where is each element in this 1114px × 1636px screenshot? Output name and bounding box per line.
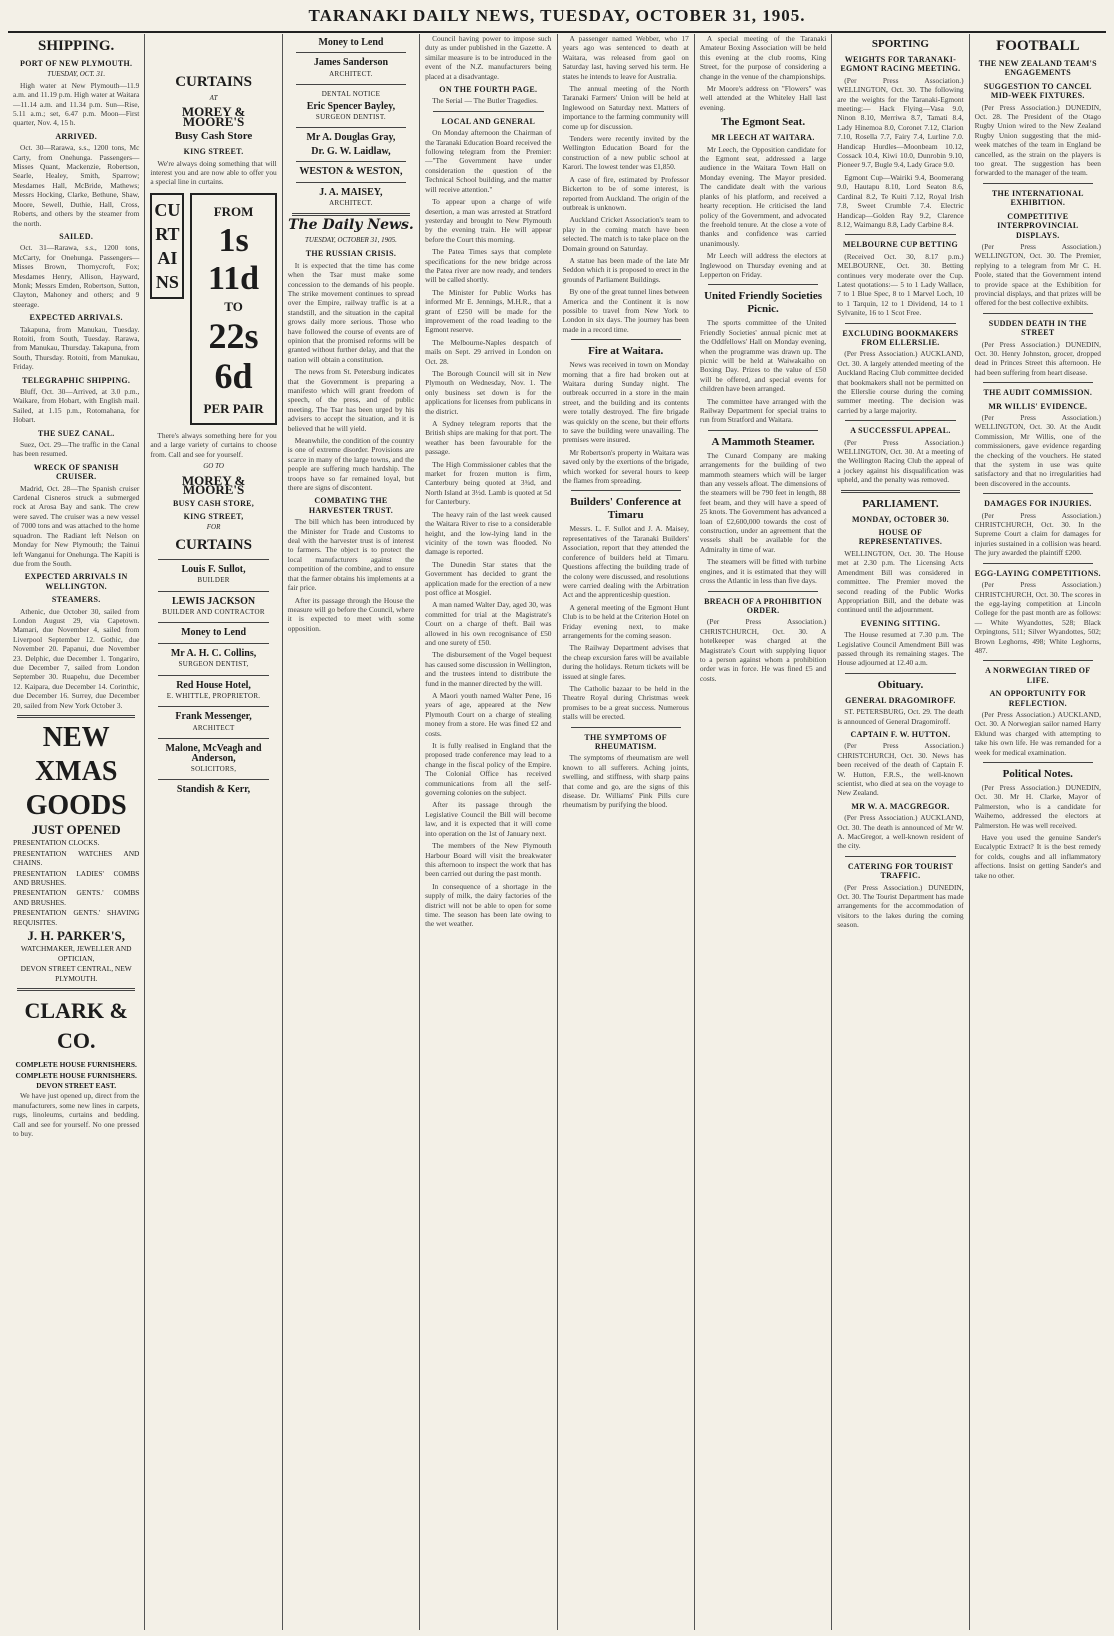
col5-text-6: A statue has been made of the late Mr Seddon which it is proposed to erect in the grounds of Parliament Buildings. <box>562 255 689 284</box>
divider <box>983 660 1093 661</box>
weston-name: WESTON & WESTON, <box>299 166 403 178</box>
lewis-ad <box>150 597 276 618</box>
messenger-name: Frank Messenger, <box>175 711 252 723</box>
local-text-11: A man named Walter Day, aged 30, was committed for trial at the Magistrate's Court on a charge of theft. Bail was allowed in his own recognisance of £50 and one surety of £50. <box>425 600 552 647</box>
divider <box>845 420 955 421</box>
curtains-top: CURTAINS <box>175 74 252 90</box>
parker-line: DEVON STREET CENTRAL, NEW PLYMOUTH. <box>20 964 132 983</box>
curtains-price-ad <box>150 193 276 425</box>
messenger-title: ARCHITECT <box>192 723 235 732</box>
divider <box>433 111 543 112</box>
col5-text-1: A passenger named Webber, who 17 years ago was sentenced to death at Waitara, was released from gaol on Saturday last, having served his term. He states he intends to leave for Australia. <box>562 34 689 81</box>
divider <box>158 643 268 644</box>
divider <box>17 715 135 718</box>
divider <box>983 493 1093 494</box>
clark-line: DEVON STREET EAST. <box>36 1080 117 1090</box>
money-heading: Money to Lend <box>318 37 384 48</box>
messenger-ad <box>150 712 276 733</box>
date-line: TUESDAY, OCT. 31. <box>47 70 106 79</box>
exhibition-heading: THE INTERNATIONAL EXHIBITION. <box>991 188 1084 208</box>
sailed-heading: SAILED. <box>59 231 94 241</box>
local-text-16: The members of the New Plymouth Harbour Board will visit the breakwater this afternoon to inspect the work that has been carried out during the past month. <box>425 841 552 879</box>
divider <box>845 323 955 324</box>
red-house-name: Red House Hotel, <box>176 679 251 691</box>
curtains-bottom: CURTAINS <box>175 536 252 553</box>
russian-text-2: The news from St. Petersburg indicates that the Government is preparing a manifesto which will grant freedom of speech, of the press, and of public meeting. The Tsar has been urged by his advisers to accept the situation, and it is believed that he will yield. <box>287 367 415 433</box>
divider <box>296 182 406 183</box>
dental-ad <box>288 90 414 122</box>
divider <box>571 727 681 728</box>
collins-title: SURGEON DENTIST, <box>178 660 249 669</box>
tourist-heading: CATERING FOR TOURIST TRAFFIC. <box>847 861 953 881</box>
column-7 <box>832 34 969 1630</box>
col5-text-7: By one of the great tunnel lines between America and the Continent it is now possible to travel from New York to London in six days. The journey has been made in a record time. <box>562 287 689 334</box>
col6-text-2: Mr Moore's address on "Flowers" was well attended at the Whiteley Hall last evening. <box>699 84 827 112</box>
wreck-heading: WRECK OF SPANISH CRUISER. <box>33 462 119 482</box>
divider <box>845 856 955 857</box>
divider <box>983 563 1093 564</box>
columns <box>8 34 1106 1630</box>
divider <box>158 622 268 623</box>
daily-news-date: TUESDAY, OCTOBER 31, 1905. <box>305 235 397 244</box>
expected-wellington-heading: EXPECTED ARRIVALS IN WELLINGTON. <box>24 572 128 591</box>
egg-heading: EGG-LAYING COMPETITIONS. <box>974 568 1101 578</box>
builders-text-2: A general meeting of the Egmont Hunt Club is to be held at the Criterion Hotel on Friday evening next, to make arrangements for the coming season. <box>562 602 689 640</box>
audit-sub: MR WILLIS' EVIDENCE. <box>988 401 1088 411</box>
steamer-heading: A Mammoth Steamer. <box>711 435 815 448</box>
hutton-heading: CAPTAIN F. W. HUTTON. <box>850 729 951 739</box>
firm-name-2: MOREY & MOORE'S <box>181 472 246 498</box>
suez-heading: THE SUEZ CANAL. <box>37 428 115 438</box>
local-text-9: The heavy rain of the last week caused the Waitara River to rise to a considerable height, and the low-lying land in the vicinity of the town was flooded. No damage is reported. <box>425 509 552 557</box>
combating-heading: COMBATING THE HARVESTER TRUST. <box>308 496 394 515</box>
builder-name: Louis F. Sullot, <box>181 563 246 575</box>
evening-text: The House resumed at 7.30 p.m. The Legislative Council Amendment Bill was passed through its remaining stages. The House adjourned at 12.40 a.m. <box>837 630 964 668</box>
local-text-12: The disbursement of the Vogel bequest has caused some discussion in Wellington, and the trustees intend to distribute the fund in the manner directed by the will. <box>425 650 552 688</box>
divider <box>983 762 1093 763</box>
local-text-1: On Monday afternoon the Chairman of the Taranaki Education Board received the following telegram from the Premier:—"The Government have under consideration the question of the Technical School building, and the matter will receive attention." <box>425 128 552 194</box>
collins-name: Mr A. H. C. Collins, <box>170 647 257 659</box>
maisey-title: ARCHITECT. <box>329 199 373 208</box>
fire-heading: Fire at Waitara. <box>588 345 664 358</box>
parker-name: J. H. PARKER'S, <box>27 928 125 944</box>
sporting-heading: SPORTING <box>871 38 929 50</box>
col5-text-5: Auckland Cricket Association's team to play in the coming match have been selected. The match is to take place on the Domain ground on Saturday. <box>562 215 689 253</box>
steamer-text-2: The steamers will be fitted with turbine engines, and it is estimated that they will cross the Atlantic in less than five days. <box>699 557 827 586</box>
political-heading: Political Notes. <box>1002 768 1073 780</box>
football-sub-2: SUGGESTION TO CANCEL MID-WEEK FIXTURES. <box>983 81 1092 101</box>
divider <box>708 430 818 431</box>
arrived-heading: ARRIVED. <box>55 131 98 141</box>
evening-heading: EVENING SITTING. <box>860 618 941 628</box>
money-ad <box>150 628 276 637</box>
sanderson-title: ARCHITECT. <box>329 69 373 78</box>
xmas-item: PRESENTATION GENTS.' COMBS AND BRUSHES. <box>13 888 140 907</box>
malone-title: SOLICITORS, <box>190 765 237 773</box>
fourth-page-text: The Serial — The Butler Tragedies. <box>432 96 538 106</box>
local-text-4: The Minister for Public Works has informed Mr E. Jennings, M.H.R., that a grant of £250 will be made for the improvement of the road leading to the Egmont reserve. <box>425 287 552 335</box>
leech-heading: MR LEECH AT WAITARA. <box>711 133 815 143</box>
lewis-title: BUILDER AND CONTRACTOR <box>162 607 265 616</box>
builder-title: BUILDER <box>197 576 230 585</box>
local-text-14: It is fully realised in England that the proposed trade conference may lead to a change in the fiscal policy of the Empire. The Colonial Office has received communications from all the self-governing colonies on the subject. <box>425 741 552 798</box>
monday-heading: MONDAY, OCTOBER 30. <box>851 514 949 524</box>
clark-line: COMPLETE HOUSE FURNISHERS. <box>15 1070 137 1080</box>
breach-text: (Per Press Association.) CHRISTCHURCH, Oct. 30. A hotelkeeper was charged at the Magistrate's Court with supplying liquor to a person against whom a prohibition order was in force. He was fined £5 and costs. <box>699 617 827 683</box>
firm-name: MOREY & MOORE'S <box>181 104 246 129</box>
football-sub: THE NEW ZEALAND TEAM'S ENGAGEMENTS <box>978 59 1097 78</box>
divider <box>841 490 959 493</box>
xmas-item: PRESENTATION LADIES' COMBS AND BRUSHES. <box>13 868 140 888</box>
maisey-ad <box>288 188 414 209</box>
curtains-vertical-word: CURTAINS <box>150 193 184 299</box>
local-text-17: In consequence of a shortage in the supply of milk, the dairy factories of the district will not be able to open for some time. The season has been late owing to the wet weather. <box>425 881 552 929</box>
divider <box>158 559 268 560</box>
builders-text-3: The Railway Department advises that the cheap excursion fares will be available during the holidays. Return tickets will be issued at single fares. <box>562 643 689 681</box>
divider <box>296 52 406 53</box>
combating-text: The bill which has been introduced by the Minister for Trade and Customs to deal with the harvester trust is of interest to farmers. The object is to protect the local manufacturers against the competition of the combine, and to ensure that the farmer obtains his implements at a fair price. <box>287 517 415 593</box>
clark-line: COMPLETE HOUSE FURNISHERS. <box>15 1060 137 1070</box>
xmas-item: PRESENTATION GENTS.' SHAVING REQUISITES. <box>13 908 140 927</box>
sympathy-heading: THE SYMPTOMS OF RHEUMATISM. <box>584 732 667 751</box>
divider <box>158 706 268 707</box>
malone-name: Malone, McVeagh and Anderson, <box>165 743 262 764</box>
for-label: FOR <box>206 523 221 532</box>
norwegian-text: (Per Press Association.) AUCKLAND, Oct. 30. A Norwegian sailor named Harry Eklund was charged with attempting to take his own life. He was remanded for a week for medical examination. <box>974 709 1101 757</box>
council-text: Council having power to impose such duty as under published in the Gazette. A similar measure is to be introduced in the event of the N.Z. manufacturers being placed at a disadvantage. <box>425 34 552 81</box>
port-heading: PORT OF NEW PLYMOUTH. <box>20 59 133 68</box>
column-3 <box>283 34 420 1630</box>
appeal-heading: A SUCCESSFUL APPEAL. <box>850 426 951 436</box>
masthead: TARANAKI DAILY NEWS, TUESDAY, OCTOBER 31, 1905. <box>8 6 1106 33</box>
divider <box>296 161 406 162</box>
xmas-heading-just-opened: JUST OPENED <box>31 822 121 837</box>
malone-ad <box>150 744 276 774</box>
wreck-text: Madrid, Oct. 28—The Spanish cruiser Cardenal Cisneros struck a submerged rock at Arosa Bay and sank. The crew were saved. The cruiser was a new vessel of 7000 tons and was attached to the home squadron. The Radiant left Nelson on Monday for New Plymouth; the Tainui left Wanganui for Onehunga. The Kapiti is due from the South. <box>13 483 140 568</box>
curtains-intro: We're always doing something that will interest you and are now able to offer you a special line in curtains. <box>150 158 277 187</box>
column-2 <box>145 34 282 1630</box>
russian-text-3: Meanwhile, the condition of the country is one of extreme disorder. Provisions are scarce in many of the large towns, and the people are suffering much hardship. The troops have so far remained loyal, but there are signs of discontent. <box>287 436 415 493</box>
divider <box>983 183 1093 184</box>
fire-text: News was received in town on Monday morning that a fire had broken out at Waitara during Sunday night. The outbreak occurred in a store in the main street, and the building and its contents were totally destroyed. The fire brigade was quickly on the scene, but their efforts to save the building were unavailing. The premises were insured. <box>562 360 689 445</box>
parliament-heading: PARLIAMENT. <box>862 497 939 510</box>
laidlaw-ad <box>288 147 414 156</box>
sailed-text: Oct. 31—Rarawa, s.s., 1200 tons, McCarty, for Onehunga. Passengers—Misses Brown, Thornycroft, Fox; Mesdames Henry, Allison, Hayward, Monk; Messrs Emden, Robertson, Sutton, Clayton, Mahoney and others; and 9 steerage. <box>13 243 140 309</box>
red-house-proprietor: E. WHITTLE, PROPRIETOR. <box>166 691 261 700</box>
at-label: AT <box>209 94 218 102</box>
sudden-heading: SUDDEN DEATH IN THE STREET <box>988 318 1087 338</box>
combating-text-2: After its passage through the House the measure will go before the Council, where it is expected to meet with some opposition. <box>287 595 415 633</box>
house-text: WELLINGTON, Oct. 30. The House met at 2.30 p.m. The Licensing Acts Amendment Bill was considered in committee. The Premier moved the second reading of the Public Works Appropriation Bill, and the debate was continued until the adjournment. <box>837 548 964 615</box>
expected-text: Takapuna, from Manukau, Tuesday. Rotoiti, from South, Tuesday. Rarawa, from Manukau, Thursday. Takapuna, from South, Thursday. Rotoiti, from Manukau, Friday. <box>13 324 140 372</box>
oddfellows-text-2: The committee have arranged with the Railway Department for special trains to run from Stratford and Waitara. <box>699 396 827 425</box>
divider <box>983 313 1093 314</box>
divider <box>708 284 818 285</box>
hutton-text: (Per Press Association.) CHRISTCHURCH, Oct. 30. News has been received of the death of Captain F. W. Hutton, F.R.S., the well-known scientist, who died at sea on the voyage to New Zealand. <box>837 741 964 798</box>
clark-name: CLARK & CO. <box>24 998 128 1054</box>
divider <box>292 213 410 216</box>
damages-heading: DAMAGES FOR INJURIES. <box>984 499 1092 509</box>
parker-line: WATCHMAKER, JEWELLER AND OPTICIAN, <box>20 944 132 963</box>
gray-ad <box>288 133 414 142</box>
audit-text: (Per Press Association.) WELLINGTON, Oct. 30. At the Audit Commission, Mr Willis, one of the commissioners, gave evidence regarding the checking of the vouchers. He stated that the system in use was quite satisfactory and that no irregularities had been discovered in the accounts. <box>974 413 1101 488</box>
local-text-10: The Dunedin Star states that the Government has decided to grant the application made for the erection of a new post office at Mosgiel. <box>425 559 552 597</box>
builders-heading: Builders' Conference at Timaru <box>570 496 682 522</box>
from-label: FROM <box>213 203 254 219</box>
standish-ad <box>150 785 276 794</box>
local-text-5: The Melbourne-Naples despatch of mails on Sept. 29 arrived in London on Oct. 28. <box>425 337 552 366</box>
football-heading: FOOTBALL <box>996 38 1080 54</box>
divider <box>158 675 268 676</box>
exhibition-text: (Per Press Association.) WELLINGTON, Oct. 30. The Premier, replying to a telegram from Mr C. H. Poole, stated that the Government intend to provide space at the Exhibition for provincial displays, and that prizes will be offered for the best collective exhibits. <box>974 241 1101 308</box>
leech-text-2: Mr Leech will address the electors at Inglewood on Thursday evening and at Lepperton on Friday. <box>699 251 827 279</box>
expected-heading: EXPECTED ARRIVALS. <box>29 313 123 323</box>
col5-text-4: A case of fire, estimated by Professor Bickerton to be of some interest, is reported from Auckland. The origin of the outbreak is unknown. <box>562 174 689 212</box>
appeal-text: (Per Press Association.) WELLINGTON, Oct. 30. At a meeting of the Wellington Racing Club the appeal of a jockey against his disqualification was upheld, and the penalty was removed. <box>837 437 964 485</box>
bayley-name: Eric Spencer Bayley, <box>306 100 396 112</box>
column-5 <box>558 34 695 1630</box>
street-name: KING STREET. <box>183 147 244 157</box>
money-heading: Money to Lend <box>181 627 247 639</box>
local-text-13: A Maori youth named Walter Pene, 16 years of age, appeared at the New Plymouth Court on a charge of stealing money from a store. He was fined £2 and costs. <box>425 691 552 738</box>
egmont-heading: The Egmont Seat. <box>721 116 806 129</box>
local-text-15: After its passage through the Legislative Council the Bill will become law, and it is expected that it will come into operation on the 1st of January next. <box>425 800 552 838</box>
go-to-label: GO TO <box>203 462 224 471</box>
price-high: 22s 6d <box>208 315 259 396</box>
steamers-heading: STEAMERS. <box>51 595 101 605</box>
divider <box>571 339 681 340</box>
local-text-3: The Patea Times says that complete specifications for the new bridge across the Patea river are now ready, and tenders will be called shortly. <box>425 247 552 285</box>
daily-news-title: The Daily News. <box>288 217 414 234</box>
collins-ad <box>150 649 276 670</box>
norwegian-sub: AN OPPORTUNITY FOR REFLECTION. <box>989 689 1086 708</box>
xmas-heading-new: NEW <box>42 722 110 753</box>
weights-text-2: Egmont Cup—Wairiki 9.4, Boomerang 9.0, Hautapu 8.10, Lord Seaton 8.6, Cardinal 8.2, Te Kuiti 7.12, Royal Irish 7.8, Sweet Crumble 7.4. Electric Handicap—Golden Ray 9.2, Clarence 8.12, Waimangu 8.8, Lady Carbine 8.4. <box>837 172 964 229</box>
political-text-2: Have you used the genuine Sander's Eucalyptic Extract? It is the best remedy for colds, coughs and all inflammatory affections. Insist on getting Sander's and take no other. <box>974 833 1101 880</box>
column-4 <box>420 34 557 1630</box>
divider <box>296 127 406 128</box>
divider <box>845 234 955 235</box>
gray-name: Mr A. Douglas Gray, <box>306 132 396 144</box>
column-8 <box>970 34 1106 1630</box>
norwegian-heading: A NORWEGIAN TIRED OF LIFE. <box>985 666 1091 685</box>
sympathy-text: The symptoms of rheumatism are well known to all sufferers. Aching joints, swelling, and stiffness, with sharp pains that come and go, are the signs of this disease. Dr. Williams' Pink Pills cure rheumatism by purifying the blood. <box>562 753 689 810</box>
steamers-text: Athenic, due October 30, sailed from London August 29, via Capetown. Mamari, due November 4, sailed from Liverpool September 12. Gothic, due November 20. Papanui, due November 23. Delphic, due December 1. Tongariro, due December 7, sailed from London September 30. Ruapehu, due December 12. Kaipara, due December 14. Corinthic, due December 16. Surrey, due December 20, sailed from New York October 3. <box>13 606 140 710</box>
melbourne-text: (Received Oct. 30, 8.17 p.m.) MELBOURNE, Oct. 30. Betting continues very moderate over the Cup. Latest quotations:— 5 to 1 Lady Wallace, 7 to 1 Blue Spec, 8 to 1 Marvel Loch, 10 to 1 Tarquin, 12 to 1 Dividend, 14 to 1 Sylvanite, 16 to 1 Scot Free. <box>837 251 964 318</box>
shipping-heading: SHIPPING. <box>38 38 115 54</box>
obituary-heading: Obituary. <box>877 678 924 691</box>
weights-heading: WEIGHTS FOR TARANAKI-EGMONT RACING MEETING. <box>840 55 961 74</box>
tide-text: High water at New Plymouth—11.9 a.m. and 11.19 p.m. High water at Waitara—11.14 a.m. and 11.34 p.m. Sun—Rise, 5.11 a.m.; set, 6.47 p.m. Moon—First quarter, Nov. 4, 15 h. <box>13 80 140 128</box>
curtains-text: There's always something here for you and a large variety of curtains to choose from. Call and see for yourself. <box>150 431 277 459</box>
shop-name-2: BUSY CASH STORE, <box>173 498 255 508</box>
lewis-name: LEWIS JACKSON <box>172 595 256 607</box>
divider <box>158 591 268 592</box>
local-text-6: The Borough Council will sit in New Plymouth on Wednesday, Nov. 1. The only business set down is for the applications for licenses from publicans in the district. <box>425 369 552 416</box>
macgregor-text: (Per Press Association.) AUCKLAND, Oct. 30. The death is announced of Mr W. A. MacGregor, a well-known resident of the city. <box>837 813 964 851</box>
xmas-item: PRESENTATION WATCHES AND CHAINS. <box>13 848 140 868</box>
house-heading: HOUSE OF REPRESENTATIVES. <box>858 528 943 547</box>
street-name-2: KING STREET, <box>183 511 244 521</box>
per-pair-label: PER PAIR <box>203 400 264 416</box>
local-text-7: A Sydney telegram reports that the British ships are making for that port. The weather has been favourable for the passage. <box>425 419 552 457</box>
column-1 <box>8 34 145 1630</box>
local-heading: LOCAL AND GENERAL <box>441 116 536 126</box>
fire-text-2: Mr Robertson's property in Waitara was saved only by the exertions of the brigade, which worked for several hours to keep the flames from spreading. <box>562 447 689 486</box>
xmas-heading-xmas: XMAS <box>34 756 118 787</box>
divider <box>571 490 681 491</box>
laidlaw-name: Dr. G. W. Laidlaw, <box>311 145 391 157</box>
divider <box>158 738 268 739</box>
standish-name: Standish & Kerr, <box>176 784 251 796</box>
tourist-text: (Per Press Association.) DUNEDIN, Oct. 30. The Tourist Department has made arrangements for the accommodation of visitors to the lakes during the coming season. <box>837 882 964 930</box>
xmas-item: PRESENTATION CLOCKS. <box>13 838 100 848</box>
clark-text: We have just opened up, direct from the manufacturers, some new lines in carpets, rugs, linoleums, curtains and bedding. Call and see for yourself. No one pressed to buy. <box>13 1091 140 1138</box>
leech-text: Mr Leech, the Opposition candidate for the Egmont seat, addressed a large audience in the Waitara Town Hall on Monday evening. The Mayor presided. The candidate dealt with the various planks of his platform, and received a hearty reception. He criticised the land policy of the Government, and advocated the freehold tenure. At the close a vote of thanks and confidence was carried unanimously. <box>699 144 827 248</box>
macgregor-heading: MR W. A. MACGREGOR. <box>851 801 950 811</box>
exhibition-sub: COMPETITIVE INTERPROVINCIAL DISPLAYS. <box>997 211 1079 240</box>
column-6 <box>695 34 832 1630</box>
weston-ad <box>288 167 414 176</box>
price-low: 1s 11d <box>208 222 260 298</box>
russian-text: It is expected that the time has come when the Tsar must make some concession to the demands of his people. The strike movement continues to spread over the Empire, railway traffic is at a standstill, and the situation in the capital grows daily more serious. Those who have followed the course of events are of opinion that the promised reforms will be granted without further delay, and that the nation will obtain a constitution. <box>287 260 415 364</box>
dental-notice: DENTAL NOTICE <box>321 90 381 99</box>
local-text-2: To appear upon a charge of wife desertion, a man was arrested at Stratford yesterday and brought to New Plymouth by the evening train. He will appear before the Court this morning. <box>425 197 552 244</box>
suez-text: Suez, Oct. 29—The traffic in the Canal has been resumed. <box>13 440 140 459</box>
fourth-page-heading: ON THE FOURTH PAGE. <box>439 85 538 95</box>
col6-text-1: A special meeting of the Taranaki Amateur Boxing Association will be held this evening at the club rooms, King Street, for the purpose of considering a change in the venue of the championships. <box>699 34 827 81</box>
dragomiroff-text: ST. PETERSBURG, Oct. 29. The death is announced of General Dragomiroff. <box>837 707 964 726</box>
builders-text-4: The Catholic bazaar to be held in the Theatre Royal during Christmas week promises to be a great success. Numerous stalls will be erected. <box>562 683 689 722</box>
price-box <box>190 193 276 425</box>
xmas-heading-goods: GOODS <box>25 790 127 821</box>
melbourne-heading: MELBOURNE CUP BETTING <box>842 240 959 250</box>
divider <box>17 988 135 991</box>
divider <box>845 673 955 674</box>
weights-text: (Per Press Association.) WELLINGTON, Oct. 30. The following are the weights for the Taranaki-Egmont meeting:— Hack Flying—Vasa 9.0, Ninon 8.10, Merriwa 8.7, Tamati 8.4, Lady Hinemoa 8.0, Coronet 7.12, Clarion 7.10, Rosella 7.7, Fairy 7.4, Lurline 7.0. Handicap Hurdles—Moonbeam 10.12, Cossack 10.4, Kiwi 10.0, Dunrobin 9.10, Pioneer 9.7, Bugle 9.4, Lady Grace 9.0. <box>837 75 964 170</box>
red-house-ad <box>150 681 276 702</box>
money-ad <box>288 38 414 47</box>
builder-ad <box>150 565 276 586</box>
egg-text: (Per Press Association.) CHRISTCHURCH, Oct. 30. The scores in the egg-laying competition at Lincoln College for the past month are as follows:— White Wyandottes, 528; Black Orpingtons, 511; Silver Wyandottes, 502; Brown Leghorns, 498; White Leghorns, 487. <box>974 580 1101 655</box>
football-text: (Per Press Association.) DUNEDIN, Oct. 28. The President of the Otago Rugby Union wired to the New Zealand Rugby Union suggesting that the mid-week matches of the team in England be cancelled, as the strain on the players is too great. The suggestion has been forwarded to the manager of the team. <box>974 102 1101 178</box>
divider <box>983 382 1093 383</box>
bayley-title: SURGEON DENTIST. <box>315 113 386 122</box>
divider <box>708 591 818 592</box>
dragomiroff-heading: GENERAL DRAGOMIROFF. <box>845 695 956 705</box>
breach-heading: BREACH OF A PROHIBITION ORDER. <box>704 596 823 615</box>
divider <box>158 779 268 780</box>
political-text: (Per Press Association.) DUNEDIN, Oct. 30. Mr H. Clarke, Mayor of Palmerston, who is a candidate for Waihemo, addressed the electors at Palmerston. He was well received. <box>974 783 1101 830</box>
col5-text-2: The annual meeting of the North Taranaki Farmers' Union will be held at Inglewood on Saturday next. Matters of importance to the farming community will come up for discussion. <box>562 84 689 131</box>
sanderson-ad <box>288 58 414 79</box>
damages-text: (Per Press Association.) CHRISTCHURCH, Oct. 30. In the Supreme Court a claim for damages for injuries sustained in a collision was heard. The jury awarded the plaintiff £200. <box>974 510 1101 558</box>
oddfellows-heading: United Friendly Societies Picnic. <box>704 290 823 316</box>
sudden-text: (Per Press Association.) DUNEDIN, Oct. 30. Henry Johnston, grocer, dropped dead in Princes Street this afternoon. He had been suffering from heart disease. <box>974 339 1101 377</box>
arrived-text: Oct. 30—Rarawa, s.s., 1200 tons, Mc Carty, from Onehunga. Passengers—Misses Quant, Mackenzie, Robertson, Searle, Healey, Smith, Sparrow; Mesdames Hall, McBride, Mathews; Messrs Hocking, Clarke, Bethune, Shaw, Moore, Sewell, Duthie, Hall, Cross, Roberts, and others by the steamer from the north. <box>13 143 140 228</box>
russian-heading: THE RUSSIAN CRISIS. <box>305 249 397 259</box>
bookmakers-text: (Per Press Association.) AUCKLAND, Oct. 30. A largely attended meeting of the Auckland Racing Club committee decided that bookmakers shall not be permitted on the Ellerslie course during the coming summer meeting. The decision was carried by a large majority. <box>837 349 964 415</box>
steamer-text: The Cunard Company are making arrangements for the building of two mammoth steamers which will be larger than any vessels afloat. The dimensions of the steamers will be 790 feet in length, 88 feet beam, and they will have a speed of 25 knots. The Government has advanced a loan of £2,600,000 towards the cost of construction, under an agreement that the vessels shall be available for the Admiralty in time of war. <box>699 450 827 554</box>
to-label: TO <box>224 299 243 315</box>
bookmakers-heading: EXCLUDING BOOKMAKERS FROM ELLERSLIE. <box>842 328 959 347</box>
oddfellows-text: The sports committee of the United Friendly Societies' annual picnic met at the Oddfellows' Hall on Monday evening, when the programme was drawn up. The picnic will be held at Waiwakaiho on Boxing Day. Prizes to the value of £50 will be offered, and special events for children have been arranged. <box>699 318 827 394</box>
maisey-name: J. A. MAISEY, <box>319 186 383 198</box>
sanderson-name: James Sanderson <box>313 57 389 69</box>
telegraphic-heading: TELEGRAPHIC SHIPPING. <box>22 375 131 385</box>
local-text-8: The High Commissioner cables that the market for frozen mutton is firm, Canterbury being quoted at 3¾d, and North Island at 3½d. Lamb is quoted at 5d for Canterbury. <box>425 459 552 507</box>
divider <box>296 84 406 85</box>
audit-heading: THE AUDIT COMMISSION. <box>983 388 1093 398</box>
telegraphic-text: Bluff, Oct. 30—Arrived, at 3.0 p.m., Waikare, from Hobart, with English mail. Sailed, at 1.15 p.m., Rotomahana, for Hobart. <box>13 387 140 425</box>
builders-text: Messrs. L. F. Sullot and J. A. Maisey, representatives of the Taranaki Builders' Association, report that they attended the conference of builders held at Timaru. Questions affecting the building trade of the colony were discussed, and resolutions were carried dealing with the Arbitration Act and the apprenticeship question. <box>562 524 689 600</box>
col5-text-3: Tenders were recently invited by the Wellington Education Board for the construction of a new public school at Karori. The lowest tender was £1,850. <box>562 134 689 172</box>
shop-name: Busy Cash Store <box>174 130 253 143</box>
